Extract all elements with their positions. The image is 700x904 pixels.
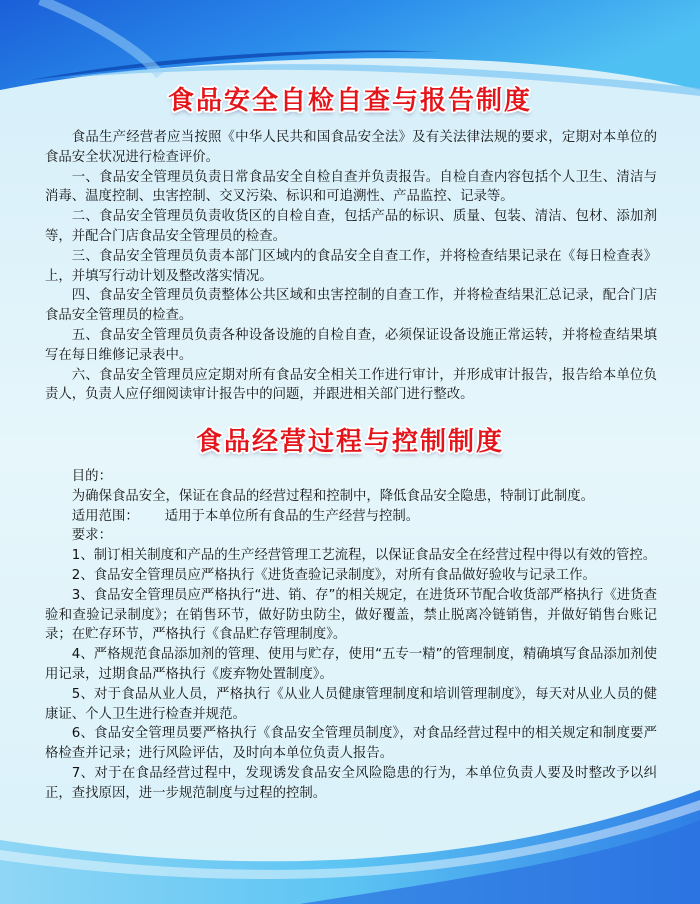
requirement-item: 2、食品安全管理员应严格执行《进货查验记录制度》，对所有食品做好验收与记录工作。 xyxy=(71,567,596,583)
section1-item: 六、食品安全管理员应定期对所有食品安全相关工作进行审计，并形成审计报告，报告给本单位负责人，负责人应仔细阅读审计报告中的问题，并跟进相关部门进行整改。 xyxy=(45,367,657,403)
section1-item: 五、食品安全管理员负责各种设备设施的自检自查，必须保证设备设施正常运转，并将检查结果填写在每日维修记录表中。 xyxy=(45,327,657,363)
requirement-item: 7、对于在食品经营过程中，发现诱发食品安全风险隐患的行为，本单位负责人要及时整改予以纠正，查找原因，进一步规范制度与过程的控制。 xyxy=(45,765,657,801)
section1-title: 食品安全自检自查与报告制度 xyxy=(167,86,532,116)
scope-line xyxy=(45,507,657,527)
scope-label: 适用范围： xyxy=(71,508,139,524)
section1-item: 三、食品安全管理员负责本部门区域内的食品安全自查工作，并将检查结果记录在《每日检查表》上，并填写行动计划及整改落实情况。 xyxy=(45,248,657,284)
requirements-label: 要求： xyxy=(71,528,112,544)
requirement-item: 5、对于食品从业人员，严格执行《从业人员健康管理制度和培训管理制度》，每天对从业人员的健康证、个人卫生进行检查并规范。 xyxy=(45,686,657,722)
section1-intro: 食品生产经营者应当按照《中华人民共和国食品安全法》及有关法律法规的要求，定期对本单位的食品安全状况进行检查评价。 xyxy=(45,130,657,165)
section2-title: 食品经营过程与控制制度 xyxy=(195,427,504,457)
section1-item: 四、食品安全管理员负责整体公共区域和虫害控制的自查工作，并将检查结果汇总记录，配合门店食品安全管理员的检查。 xyxy=(45,288,657,324)
section1-body xyxy=(45,128,657,405)
requirement-item: 1、制订相关制度和产品的生产经营管理工艺流程，以保证食品安全在经营过程中得以有效的管控。 xyxy=(71,548,657,564)
requirement-item: 4、严格规范食品添加剂的管理、使用与贮存，使用“五专一精”的管理制度，精确填写食品添加剂使用记录，过期食品严格执行《废弃物处置制度》。 xyxy=(45,647,657,682)
purpose-label: 目的： xyxy=(71,469,112,484)
section1-item: 一、食品安全管理员负责日常食品安全自检自查并负责报告。自检自查内容包括个人卫生、清洁与消毒、温度控制、虫害控制、交叉污染、标识和可追溯性、产品监控、记录等。 xyxy=(45,169,657,205)
requirement-item: 3、食品安全管理员应严格执行“进、销、存”的相关规定，在进货环节配合收货部严格执行《进货查验和查验记录制度》；在销售环节，做好防虫防尘，做好覆盖，禁止脱离冷链销售，并做好销售台账记录；在贮存环节，严格执行《食品贮存管理制度》。 xyxy=(45,587,657,643)
requirement-item: 6、食品安全管理员要严格执行《食品安全管理员制度》，对食品经营过程中的相关规定和制度要严格检查并记录；进行风险评估，及时向本单位负责人报告。 xyxy=(45,726,657,762)
purpose-text: 为确保食品安全，保证在食品的经营过程和控制中，降低食品安全隐患，特制订此制度。 xyxy=(71,488,595,504)
section1-item: 二、食品安全管理员负责收货区的自检自查，包括产品的标识、质量、包装、清洁、包材、添加剂等，并配合门店食品安全管理员的检查。 xyxy=(45,209,657,244)
section2-body xyxy=(45,467,657,804)
scope-text: 适用于本单位所有食品的生产经营与控制。 xyxy=(164,508,420,524)
